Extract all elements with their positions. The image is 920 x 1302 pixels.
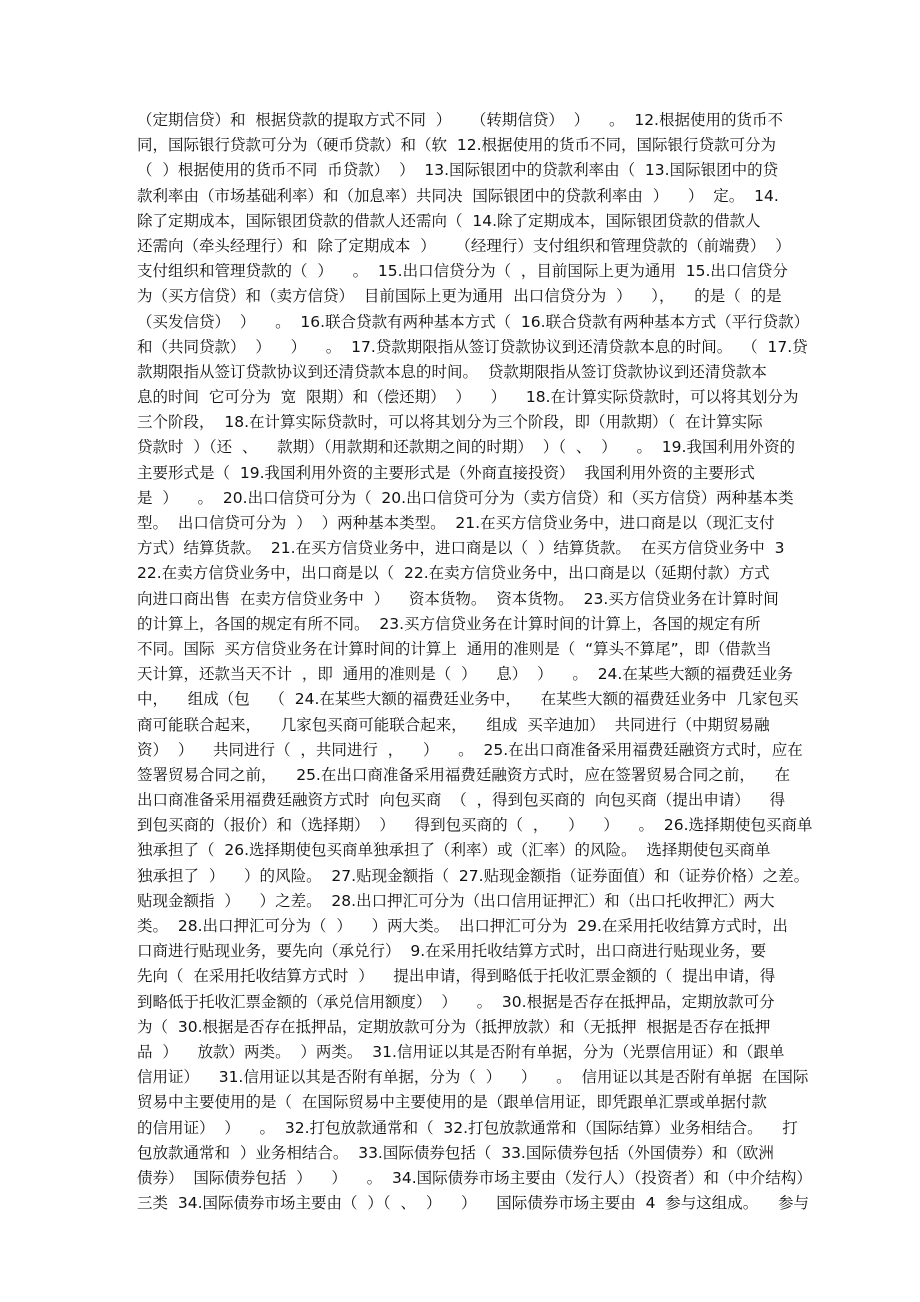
- text-line: 资） ） 共同进行（ ，共同进行 ， ） 。 25.在出口商准备采用福费廷融资方式时，应在: [137, 740, 803, 759]
- text-line: 还需向（牵头经理行）和 除了定期成本 ） （经理行）支付组织和管理贷款的（前端费） ）: [137, 236, 791, 255]
- text-line: 支付组织和管理贷款的（ ） 。 15.出口信贷分为（ ，目前国际上更为通用 15.出口信贷分: [137, 262, 788, 281]
- text-line: 品 ） 放款）两类。 ）两类。 31.信用证以其是否附有单据，分为（光票信用证）和（跟单: [137, 1042, 785, 1061]
- text-line: 三类 34.国际债券市场主要由（ ）（ 、 ） ） 国际债券市场主要由 4 参与这组成。 参与: [137, 1194, 810, 1213]
- text-line: 天计算，还款当天不计 ，即 通用的准则是（ ） 息） ） 。 24.在某些大额的福费廷业务: [137, 665, 793, 684]
- text-line: 商可能联合起来， 几家包买商可能联合起来， 组成 买辛迪加） 共同进行（中期贸易融: [137, 715, 770, 734]
- text-line: 出口商准备采用福费廷融资方式时 向包买商 （ ，得到包买商的 向包买商（提出申请） 得: [137, 791, 786, 810]
- text-line: 的计算上，各国的规定有所不同。 23.买方信贷业务在计算时间的计算上，各国的规定有所: [137, 614, 761, 633]
- text-line: 三个阶段， 18.在计算实际贷款时，可以将其划分为三个阶段，即（用款期）（ 在计算实际: [137, 413, 763, 432]
- text-line: （买发信贷） ） 。 16.联合贷款有两种基本方式（ 16.联合贷款有两种基本方式（平行贷款）: [137, 312, 810, 331]
- text-line: 为（ 30.根据是否存在抵押品，定期放款可分为（抵押放款）和（无抵押 根据是否存在抵押: [137, 1017, 771, 1036]
- text-line: 款期限指从签订贷款协议到还清贷款本息的时间。 贷款期限指从签订贷款协议到还清贷款本: [137, 362, 767, 381]
- text-line: 包放款通常和 ）业务相结合。 33.国际债券包括（ 33.国际债券包括（外国债券）和（欧洲: [137, 1143, 774, 1162]
- text-line: 22.在卖方信贷业务中，出口商是以（ 22.在卖方信贷业务中，出口商是以（延期付款）方式: [137, 564, 770, 583]
- document-body: [137, 108, 813, 1216]
- text-line: 息的时间 它可分为 宽 限期）和（偿还期） ） ） 18.在计算实际贷款时，可以将其划分为: [137, 388, 799, 407]
- text-line: 到包买商的（报价）和（选择期） ） 得到包买商的（ ， ） ） 。 26.选择期使包买商单: [137, 816, 813, 835]
- text-line: 贴现金额指 ） ）之差。 28.出口押汇可分为（出口信用证押汇）和（出口托收押汇）两大: [137, 891, 775, 910]
- text-line: 向进口商出售 在卖方信贷业务中 ） 资本货物。 资本货物。 23.买方信贷业务在计算时间: [137, 589, 779, 608]
- text-line: （ ）根据使用的货币不同 币贷款） ） 13.国际银团中的贷款利率由（ 13.国际银团中的贷: [137, 161, 779, 180]
- text-line: 方式）结算货款。 21.在买方信贷业务中，进口商是以（ ）结算货款。 在买方信贷业务中 3: [137, 539, 785, 558]
- text-line: 到略低于托收汇票金额的（承兑信用额度） ） 。 30.根据是否存在抵押品，定期放款可分: [137, 992, 775, 1011]
- text-line: 贷款时 ）（还 、 款期）（用款期和还款期之间的时期） ）（ 、 ） 。 19.我国利用外资的: [137, 438, 795, 457]
- text-line: 不同。国际 买方信贷业务在计算时间的计算上 通用的准则是（ “算头不算尾”，即（借款当: [137, 639, 772, 658]
- text-line: 债券） 国际债券包括 ） ） 。 34.国际债券市场主要由（发行人）（投资者）和（中介结构）: [137, 1168, 812, 1187]
- text-line: 和（共同贷款） ） ） 。 17.贷款期限指从签订贷款协议到还清贷款本息的时间。 （ 17.贷: [137, 337, 808, 356]
- text-line: 同，国际银行贷款可分为（硬币贷款）和（软 12.根据使用的货币不同，国际银行贷款可分为: [137, 136, 777, 155]
- text-line: 款利率由（市场基础利率）和（加息率）共同决 国际银团中的贷款利率由 ） ） 定。 14.: [137, 186, 779, 205]
- text-line: 独承担了 ） ）的风险。 27.贴现金额指（ 27.贴现金额指（证券面值）和（证券价格）之差。: [137, 866, 810, 885]
- text-line: 签署贸易合同之前， 25.在出口商准备采用福费廷融资方式时，应在签署贸易合同之前， 在: [137, 765, 791, 784]
- text-line: 为（买方信贷）和（卖方信贷） 目前国际上更为通用 出口信贷分为 ） ）， 的是（ 的是: [137, 287, 782, 306]
- text-line: 信用证） 31.信用证以其是否附有单据，分为（ ） ） 。 信用证以其是否附有单据 在国际: [137, 1068, 809, 1087]
- text-line: 除了定期成本，国际银团贷款的借款人还需向（ 14.除了定期成本，国际银团贷款的借款人: [137, 211, 761, 230]
- text-line: 独承担了（ 26.选择期使包买商单独承担了（利率）或（汇率）的风险。 选择期使包买商单: [137, 841, 771, 860]
- text-line: 主要形式是（ 19.我国利用外资的主要形式是（外商直接投资） 我国利用外资的主要形式: [137, 463, 755, 482]
- text-line: 型。 出口信贷可分为 ） ）两种基本类型。 21.在买方信贷业务中，进口商是以（现汇支付: [137, 514, 775, 532]
- text-line: 的信用证） ） 。 32.打包放款通常和（ 32.打包放款通常和（国际结算）业务相结合。 打: [137, 1118, 798, 1137]
- text-line: 贸易中主要使用的是（ 在国际贸易中主要使用的是（跟单信用证，即凭跟单汇票或单据付款: [137, 1093, 767, 1112]
- text-line: （定期信贷）和 根据贷款的提取方式不同 ） （转期信贷） ） 。 12.根据使用的货币不: [137, 111, 783, 129]
- text-line: 先向（ 在采用托收结算方式时 ） 提出申请，得到略低于托收汇票金额的（ 提出申请，得: [137, 967, 776, 986]
- text-line: 口商进行贴现业务，要先向（承兑行） 9.在采用托收结算方式时，出口商进行贴现业务，要: [137, 942, 767, 961]
- text-line: 类。 28.出口押汇可分为（ ） ）两大类。 出口押汇可分为 29.在采用托收结算方式时，出: [137, 917, 788, 935]
- text-line: 中， 组成（包 （ 24.在某些大额的福费廷业务中， 在某些大额的福费廷业务中 几家包买: [137, 690, 799, 709]
- text-line: 是 ） 。 20.出口信贷可分为（ 20.出口信贷可分为（卖方信贷）和（买方信贷）两种基本类: [137, 488, 794, 507]
